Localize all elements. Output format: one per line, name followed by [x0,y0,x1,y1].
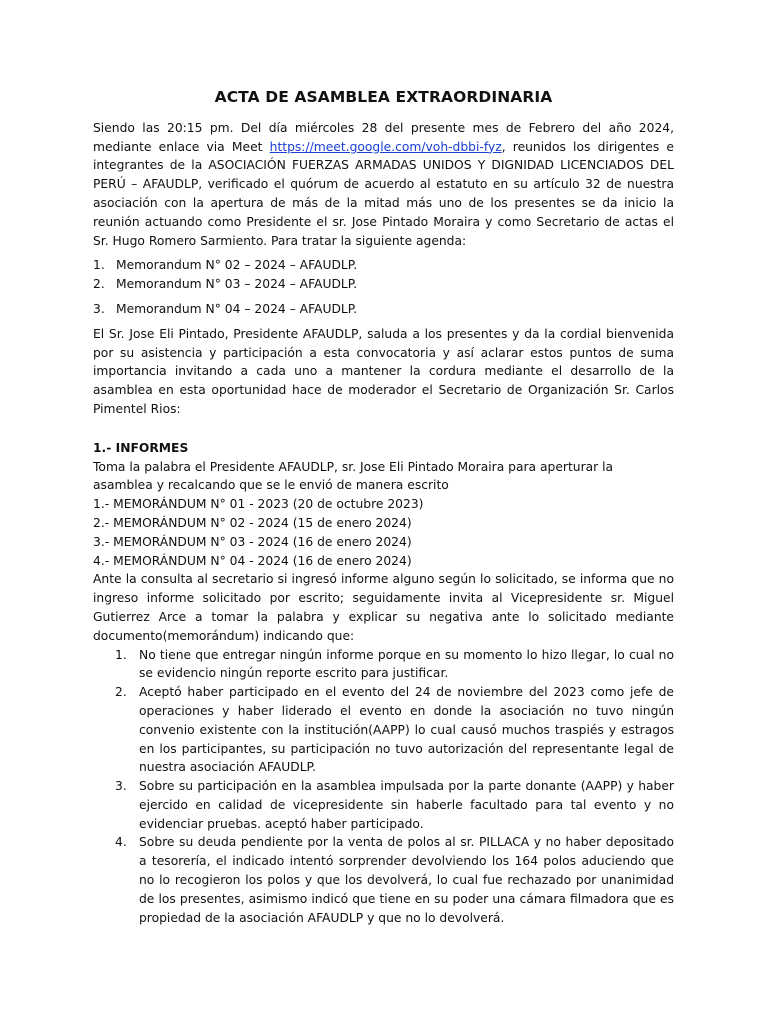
informes-opening: Toma la palabra el Presidente AFAUDLP, sr. Jose Eli Pintado Moraira para aperturar la asamblea y recalcando que se le envió de manera escrito [93,459,614,493]
memo-line: 1.- MEMORÁNDUM N° 01 - 2023 (20 de octubre 2023) [93,497,424,512]
point-item-text: No tiene que entregar ningún informe porque en su momento lo hizo llegar, lo cual no se evidencio ningún reporte escrito para justificar. [139,647,674,681]
intro-text-before-link: Siendo las 20:15 pm. Del día miércoles 28 del presente mes de Febrero del año 2024, mediante enlace via Meet [93,120,674,154]
memo-line: 3.- MEMORÁNDUM N° 03 - 2024 (16 de enero 2024) [93,534,412,549]
document-title: ACTA DE ASAMBLEA EXTRAORDINARIA [214,88,553,106]
agenda-list [93,256,674,318]
agenda-item-number: 2. [93,277,105,292]
agenda-item-text: Memorandum N° 02 – 2024 – AFAUDLP. [116,258,358,273]
point-item-number: 3. [115,779,127,794]
agenda-item [93,275,674,294]
memo-line: 4.- MEMORÁNDUM N° 04 - 2024 (16 de enero 2024) [93,553,412,568]
meet-link[interactable]: https://meet.google.com/voh-dbbi-fyz [269,139,502,154]
intro-paragraph [93,119,674,251]
agenda-item-text: Memorandum N° 03 – 2024 – AFAUDLP. [116,277,358,292]
agenda-item-number: 1. [93,258,105,273]
memo-line: 2.- MEMORÁNDUM N° 02 - 2024 (15 de enero 2024) [93,515,412,530]
point-item [93,777,674,833]
point-item-text: Sobre su participación en la asamblea impulsada por la parte donante (AAPP) y haber ejercido en calidad de vicepresidente sin haberle facultado para tal evento y no evidenciar pruebas. aceptó haber participado. [139,779,674,831]
point-item-number: 4. [115,835,127,850]
agenda-item-number: 3. [93,301,105,316]
vicepresidente-points-list [93,646,674,928]
point-item-number: 2. [115,685,127,700]
point-item [93,833,674,927]
point-item-text: Aceptó haber participado en el evento del 24 de noviembre del 2023 como jefe de operaciones y haber liderado el evento en donde la asociación no tuvo ningún convenio existente con la institución(AAPP) lo cual causó muchos traspiés y estragos en los participantes, su participación no tuvo autorización del representante legal de nuestra asociación AFAUDLP. [139,685,674,775]
agenda-item [93,256,674,275]
agenda-item [93,300,674,319]
point-item-text: Sobre su deuda pendiente por la venta de polos al sr. PILLACA y no haber depositado a tesorería, el indicado intentó sorprender devolviendo los 164 polos aduciendo que no lo recogieron los polos y que los devolverá, lo cual fue rechazado por unanimidad de los presentes, asimismo indicó que tiene en su poder una cámara filmadora que es propiedad de la asociación AFAUDLP y que no lo devolverá. [139,835,674,925]
point-item-number: 1. [115,647,127,662]
agenda-item-text: Memorandum N° 04 – 2024 – AFAUDLP. [116,301,358,316]
point-item [93,683,674,777]
consulta-paragraph: Ante la consulta al secretario si ingresó informe alguno según lo solicitado, se informa que no ingreso informe solicitado por escrito; seguidamente invita al Vicepresidente sr. Miguel Gutierrez Arce a tomar la palabra y explicar su negativa ante lo solicitado mediante documento(memorándum) indicando que: [93,572,674,643]
point-item [93,646,674,684]
intro-text-after-link: , reunidos los dirigentes e integrantes de la ASOCIACIÓN FUERZAS ARMADAS UNIDOS Y DIGNIDAD LICENCIADOS DEL PERÚ – AFAUDLP, verificado el quórum de acuerdo al estatuto en su artículo 32 de nuestra asociación con la apertura de más de la mitad más uno de los presentes se da inicio la reunión actuando como Presidente el sr. Jose Pintado Moraira y como Secretario de actas el Sr. Hugo Romero Sarmiento. Para tratar la siguiente agenda: [93,139,674,248]
informes-heading: 1.- INFORMES [93,440,189,455]
welcome-paragraph: El Sr. Jose Eli Pintado, Presidente AFAUDLP, saluda a los presentes y da la cordial bienvenida por su asistencia y participación a esta convocatoria y así aclarar estos puntos de suma importancia invitando a cada uno a mantener la cordura mediante el desarrollo de la asamblea en esta oportunidad hace de moderador el Secretario de Organización Sr. Carlos Pimentel Rios: [93,326,674,416]
